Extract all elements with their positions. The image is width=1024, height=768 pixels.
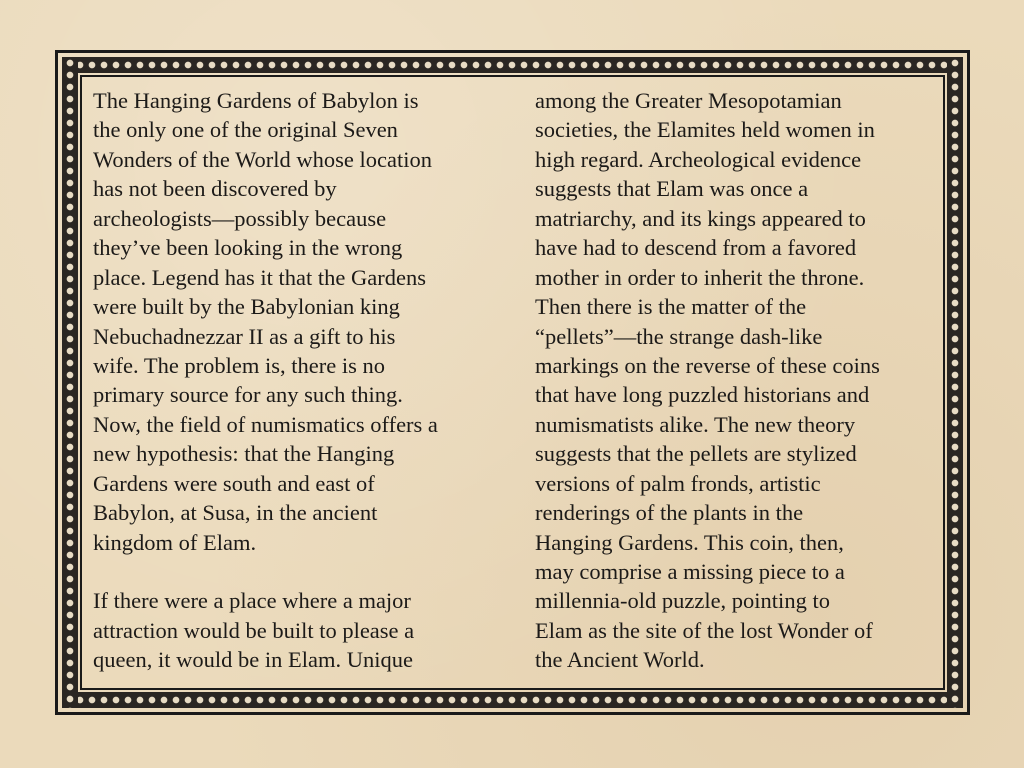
text-line: “pellets”—the strange dash-like [535,323,823,349]
text-line: new hypothesis: that the Hanging [93,441,395,467]
text-line: may comprise a missing piece to a [535,559,845,584]
text-line: wife. The problem is, there is no [93,352,386,378]
border-band-bottom [62,692,963,708]
text-line: Wonders of the World whose location [93,146,433,172]
text-line: archeologists—possibly because [93,205,387,231]
border-band-right [947,57,963,708]
text-line: Then there is the matter of the [535,294,807,320]
text-line: suggests that Elam was once a [535,176,809,202]
text-line: If there were a place where a major [93,588,411,614]
text-line: millennia-old puzzle, pointing to [535,588,830,614]
text-line: Hanging Gardens. This coin, then, [535,529,844,555]
text-line: Nebuchadnezzar II as a gift to his [93,323,396,349]
text-line: markings on the reverse of these coins [535,352,880,378]
text-line: societies, the Elamites held women in [535,117,875,143]
text-line: The Hanging Gardens of Babylon is [93,88,419,113]
border-band-left [62,57,78,708]
text-line: attraction would be built to please a [93,617,415,643]
text-line: high regard. Archeological evidence [535,146,862,172]
text-line: that have long puzzled historians and [535,382,870,408]
text-line: numismatists alike. The new theory [535,411,856,437]
right-column [535,86,880,675]
border-band-top [62,57,963,73]
text-line: among the Greater Mesopotamian [535,88,842,113]
text-line: Gardens were south and east of [93,470,375,496]
text-line: matriarchy, and its kings appeared to [535,205,866,231]
text-line: the only one of the original Seven [93,117,398,143]
text-line: kingdom of Elam. [93,529,257,555]
text-line: mother in order to inherit the throne. [535,264,865,290]
text-line: Babylon, at Susa, in the ancient [93,500,378,526]
text-line: have had to descend from a favored [535,235,857,261]
text-line: primary source for any such thing. [93,382,403,408]
text-line: place. Legend has it that the Gardens [93,264,426,290]
paragraph-gap [93,557,438,586]
text-line: has not been discovered by [93,176,337,202]
text-line: were built by the Babylonian king [93,294,400,320]
text-line: renderings of the plants in the [535,500,804,526]
text-line: Elam as the site of the lost Wonder of [535,617,873,643]
text-line: versions of palm fronds, artistic [535,470,821,496]
text-line: the Ancient World. [535,647,705,673]
left-column [93,86,438,675]
text-line: queen, it would be in Elam. Unique [93,647,413,673]
text-line: Now, the field of numismatics offers a [93,411,438,437]
text-line: they’ve been looking in the wrong [93,235,403,261]
text-line: suggests that the pellets are stylized [535,441,857,467]
